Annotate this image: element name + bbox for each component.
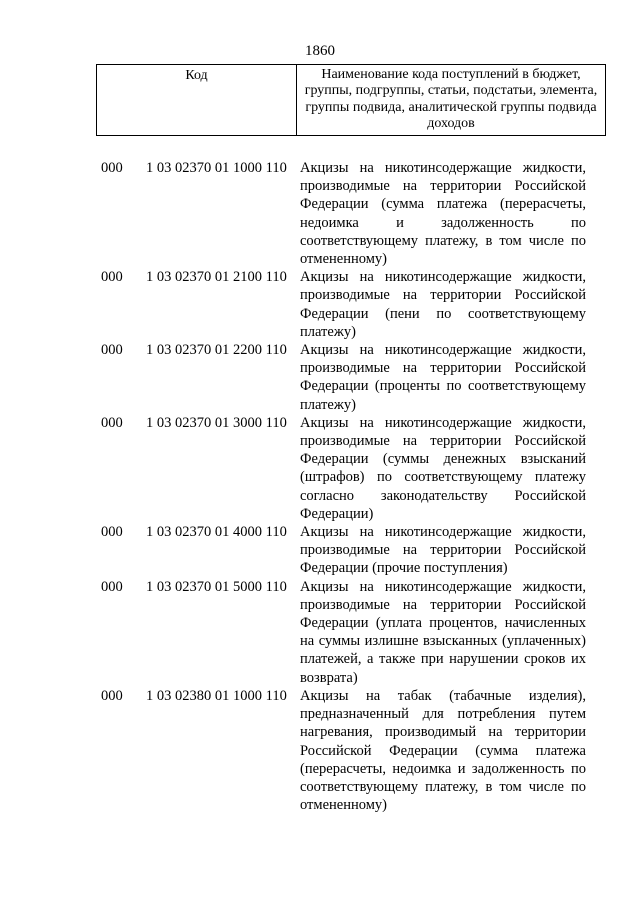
header-code-cell: Код (97, 65, 297, 135)
code-description: Акцизы на никотинсодержащие жидкости, производимые на территории Российской Федерации (пени по соответствующему платежу) (300, 269, 586, 340)
budget-code: 1 03 02370 01 2200 110 (146, 342, 287, 359)
code-list (0, 159, 640, 814)
code-description: Акцизы на никотинсодержащие жидкости, производимые на территории Российской Федерации (суммы денежных взысканий (штрафов) по соответствующему платежу согласно законодательству Российской Федерации) (300, 414, 586, 522)
table-row (0, 268, 640, 341)
page-number: 1860 (305, 43, 335, 59)
admin-code: 000 (101, 578, 123, 595)
code-description: Акцизы на никотинсодержащие жидкости, производимые на территории Российской Федерации (прочие поступления) (300, 524, 586, 577)
budget-code: 1 03 02380 01 1000 110 (146, 687, 287, 704)
admin-code: 000 (101, 342, 123, 359)
table-row (0, 687, 640, 814)
code-description: Акцизы на табак (табачные изделия), предназначенный для потребления путем нагревания, производимый на территории Российской Федерации (сумма платежа (перерасчеты, недоимка и задолженность по соответствующему платежу, в том числе по отмененному) (300, 687, 586, 814)
table-row (0, 341, 640, 414)
admin-code: 000 (101, 269, 123, 286)
code-description: Акцизы на никотинсодержащие жидкости, производимые на территории Российской Федерации (проценты по соответствующему платежу) (300, 342, 586, 413)
budget-code: 1 03 02370 01 5000 110 (146, 578, 287, 595)
budget-code: 1 03 02370 01 1000 110 (146, 160, 287, 176)
admin-code: 000 (101, 524, 123, 541)
code-description: Акцизы на никотинсодержащие жидкости, производимые на территории Российской Федерации (сумма платежа (перерасчеты, недоимка и задолженность по соответствующему платежу, в том числе по отмененному) (300, 160, 586, 268)
budget-code: 1 03 02370 01 3000 110 (146, 414, 287, 431)
header-name-cell: Наименование кода поступлений в бюджет, группы, подгруппы, статьи, подстатьи, элемента, группы подвида, аналитической группы подвида доходов (304, 67, 598, 132)
budget-code: 1 03 02370 01 2100 110 (146, 269, 287, 286)
budget-code: 1 03 02370 01 4000 110 (146, 524, 287, 541)
table-row (0, 159, 640, 268)
admin-code: 000 (101, 687, 123, 704)
table-row (0, 414, 640, 523)
code-description: Акцизы на никотинсодержащие жидкости, производимые на территории Российской Федерации (уплата процентов, начисленных на суммы излишне взысканных (уплаченных) платежей, а также при нарушении сроков их возврата) (300, 578, 586, 686)
table-row (0, 523, 640, 578)
admin-code: 000 (101, 414, 123, 431)
table-row (0, 578, 640, 687)
table-header (96, 64, 606, 136)
admin-code: 000 (101, 160, 123, 176)
